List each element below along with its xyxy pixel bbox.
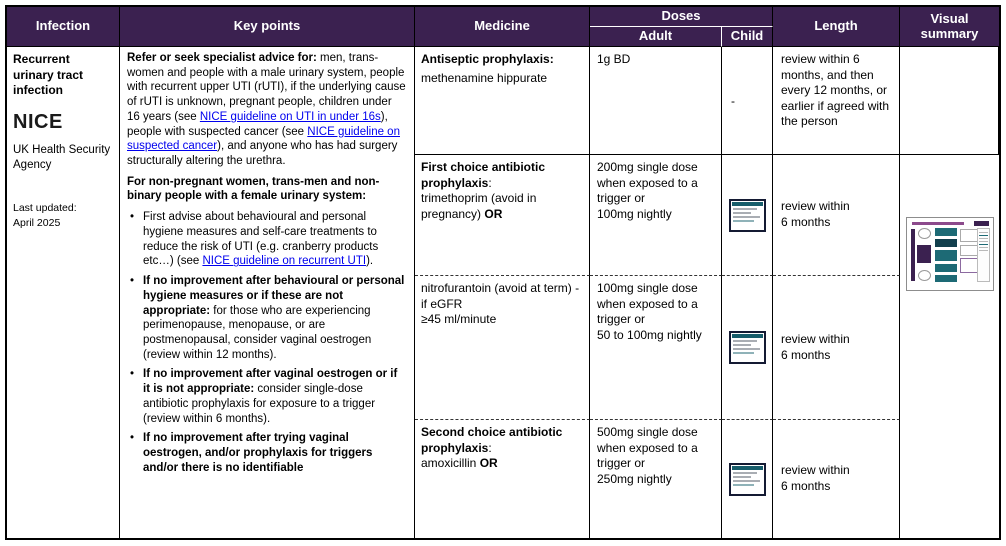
medicine-heading: Antiseptic prophylaxis: — [421, 52, 554, 66]
length-cell — [773, 155, 900, 275]
thumb-left-bar — [911, 229, 915, 281]
female-urinary-system-subheading: For non-pregnant women, trans-men and non-binary people with a female urinary system: — [127, 175, 380, 203]
thumbnail-header-bar — [732, 334, 763, 338]
thumb-circle-bottom — [918, 270, 931, 281]
adult-dose-text: 1g BD — [597, 52, 631, 66]
visual-summary-cell — [900, 155, 999, 538]
referral-text-3: ), and anyone who has had surgery structurally altering the urethra. — [127, 140, 398, 168]
key-points-cell — [120, 47, 415, 538]
referral-paragraph — [127, 51, 407, 169]
bullet4-lead: If no improvement after trying vaginal oestrogen, and/or prophylaxis for triggers and/or there is no identifiable — [143, 432, 373, 474]
referral-text-2: ), people with suspected cancer (see — [127, 110, 388, 138]
column-header-doses — [590, 7, 773, 27]
bullet-behavioural-advice — [127, 210, 407, 269]
length-line1: review within — [781, 331, 850, 346]
thumb-circle-top — [918, 228, 931, 239]
adult-dose-cell — [590, 275, 722, 419]
adult-dose-cell — [590, 155, 722, 275]
agency-name: UK Health Security Agency — [13, 143, 111, 171]
column-header-infection-label: Infection — [35, 18, 91, 34]
referral-text-1: men, trans-women and people with a male urinary system, people with recurrent upper UTI (rUTI), if the underlying cause of rUTI is unknown, pregnant people, children under 16 years (see — [127, 52, 406, 123]
last-updated — [13, 201, 113, 231]
column-header-infection — [7, 7, 120, 47]
bullet-text — [143, 431, 407, 475]
medicine-name: methenamine hippurate — [421, 70, 548, 85]
column-header-medicine-label: Medicine — [474, 18, 530, 34]
column-header-child-label: Child — [730, 28, 764, 44]
medicine-name-text2: ≥45 ml/minute — [421, 312, 497, 327]
adult-dose-cell — [590, 47, 722, 155]
link-uti-under-16s[interactable]: NICE guideline on UTI in under 16s — [199, 110, 381, 123]
child-dose-cell — [722, 275, 773, 419]
medicine-or: OR — [484, 206, 503, 221]
child-dosing-table-thumbnail — [729, 331, 766, 364]
adult-dose-line2: 100mg nightly — [597, 206, 672, 221]
bullet2-lead: If no improvement after behavioural or personal hygiene measures or if these are not appropriate: — [143, 275, 405, 317]
bullet3-lead: If no improvement after vaginal oestrogen or if it is not appropriate: — [143, 368, 398, 396]
medicine-name — [421, 456, 583, 472]
length-text: review within 6 months, and then every 12 months, or earlier if agreed with the person — [781, 52, 890, 129]
column-header-medicine — [415, 7, 590, 47]
visual-summary-page-thumbnail — [906, 217, 994, 291]
column-header-doses-label: Doses — [661, 8, 701, 24]
column-header-key-points — [120, 7, 415, 47]
bullet3-text: consider single-dose antibiotic prophylaxis for exposure to a trigger (review within 6 months). — [143, 383, 376, 425]
bullet-no-improvement — [127, 431, 407, 475]
medicine-heading: First choice antibiotic prophylaxis — [421, 160, 546, 190]
ruti-guideline-table — [5, 5, 1001, 540]
link-recurrent-uti[interactable]: NICE guideline on recurrent UTI — [202, 255, 367, 268]
child-dosing-table-thumbnail — [729, 463, 766, 496]
length-line1: review within — [781, 463, 850, 478]
length-line1: review within — [781, 199, 850, 214]
column-header-adult-label: Adult — [638, 28, 673, 44]
medicine-colon: : — [488, 440, 492, 455]
length-cell — [773, 275, 900, 419]
bullet-vaginal-oestrogen — [127, 274, 407, 362]
thumbnail-header-bar — [732, 466, 763, 470]
last-updated-label: Last updated: — [13, 201, 77, 214]
adult-dose-line1: 200mg single dose when exposed to a trigger or — [597, 160, 698, 206]
child-dose-text: - — [731, 93, 735, 108]
thumbnail-header-bar — [732, 202, 763, 206]
column-header-key-points-label: Key points — [233, 18, 301, 34]
bullet-icon: • — [130, 211, 135, 224]
length-line2: 6 months — [781, 215, 831, 229]
medicine-name-text: amoxicillin — [421, 456, 480, 471]
link-suspected-cancer[interactable]: NICE guideline on suspected cancer — [127, 125, 400, 153]
bullet-text — [143, 274, 407, 362]
medicine-cell-nitrofurantoin — [415, 275, 590, 419]
thumb-right-panel — [977, 228, 990, 282]
bullet1-text-1: First advise about behavioural and personal hygiene measures and self-care treatments to reduce the risk of UTI (e.g. cranberry products etc…) (see — [143, 211, 379, 268]
column-header-length-label: Length — [814, 18, 858, 34]
child-dose-cell — [722, 47, 773, 155]
nice-logo: NICE — [13, 110, 63, 133]
length-cell — [773, 47, 900, 155]
bullet-icon: • — [130, 275, 135, 288]
medicine-cell-amoxicillin — [415, 419, 590, 538]
bullet-icon: • — [130, 368, 135, 381]
length-cell — [773, 419, 900, 538]
adult-dose-line2: 250mg nightly — [597, 471, 672, 486]
infection-cell — [7, 47, 120, 538]
bullet-single-dose-prophylaxis — [127, 367, 407, 426]
thumb-title-band — [912, 222, 964, 225]
visual-summary-empty-cell — [900, 47, 999, 155]
column-header-length — [773, 7, 900, 47]
adult-dose-cell — [590, 419, 722, 538]
bullet2-text: for those who are experiencing perimenopause, menopause, or are postmenopausal, consider vaginal oestrogen (review within 12 months). — [143, 304, 372, 361]
child-dose-cell — [722, 155, 773, 275]
medicine-cell-antiseptic — [415, 47, 590, 155]
column-header-visual-summary-label: Visual summary — [920, 11, 979, 41]
length-line2: 6 months — [781, 479, 831, 493]
medicine-heading: Second choice antibiotic prophylaxis — [421, 425, 563, 455]
column-header-child — [722, 27, 773, 47]
column-header-adult — [590, 27, 722, 47]
medicine-name — [421, 191, 583, 222]
medicine-name-text: trimethoprim (avoid in pregnancy) — [421, 191, 537, 221]
adult-dose-line1: 100mg single dose when exposed to a trigger or — [597, 281, 698, 327]
thumb-nice-box — [974, 221, 989, 226]
last-updated-date: April 2025 — [13, 216, 61, 229]
column-header-visual-summary — [900, 7, 999, 47]
adult-dose-line2: 50 to 100mg nightly — [597, 327, 702, 342]
medicine-cell-trimethoprim — [415, 155, 590, 275]
medicine-name-text: nitrofurantoin (avoid at term) - if eGFR — [421, 281, 580, 311]
child-dose-cell — [722, 419, 773, 538]
medicine-or: OR — [479, 456, 498, 471]
length-line2: 6 months — [781, 347, 831, 362]
adult-dose-line1: 500mg single dose when exposed to a trigger or — [597, 425, 698, 471]
bullet-text — [143, 367, 407, 426]
bullet-icon: • — [130, 432, 135, 445]
child-dosing-table-thumbnail — [729, 199, 766, 232]
infection-name: Recurrent urinary tract infection — [13, 52, 84, 98]
thumb-purple-box — [917, 245, 931, 263]
medicine-colon: : — [488, 175, 492, 190]
referral-lead: Refer or seek specialist advice for: — [127, 52, 317, 64]
bullet-text — [143, 210, 407, 269]
bullet1-text-2: ). — [366, 255, 374, 268]
